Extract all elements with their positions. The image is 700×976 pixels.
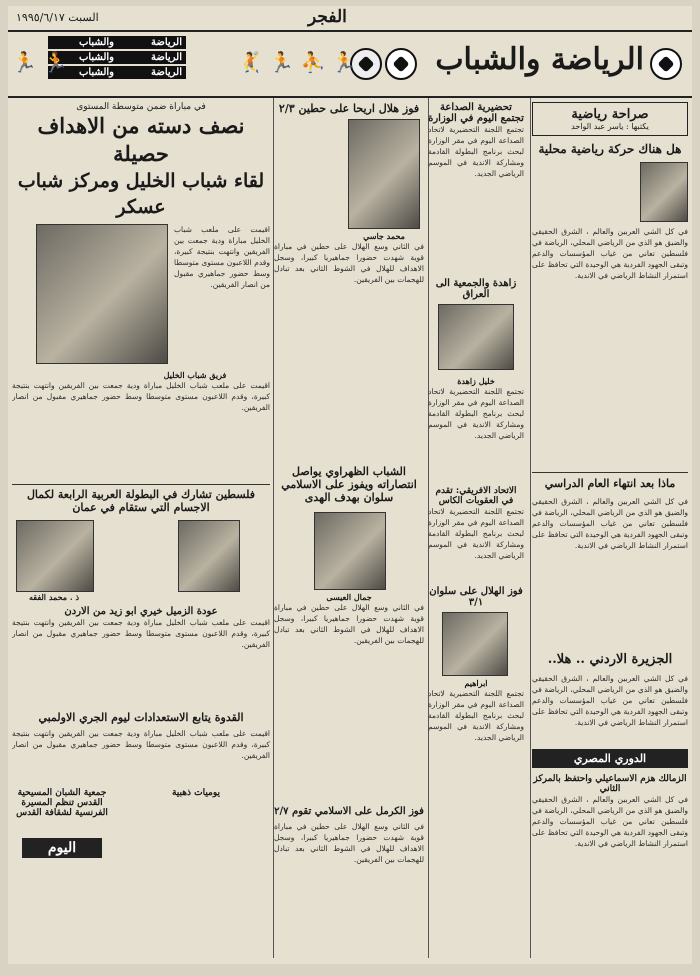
newspaper-logo: الفجر	[308, 7, 347, 27]
issue-date: السبت ١٩٩٥/٦/١٧	[16, 11, 99, 24]
hilal-headline: فوز الهلال على سلوان ٣/١	[429, 586, 523, 608]
opinion-box	[532, 102, 688, 136]
article-body: تجتمع اللجنة التحضيرية لاتحاد الصداعة اليوم في مقر الوزارة لبحث برنامج البطولة القادمة ومشاركة الاندية في الموسم الرياضي الجديد.	[428, 507, 524, 560]
main-headline-2: لقاء شباب الخليل ومركز شباب عسكر	[17, 170, 265, 218]
article-body: في الثاني وسع الهلال على حطين في مباراة قوية شهدت حضورا جماهيريا كبيرا، وسجل الاهداف للهلال في الشوط الثاني بعد تبادل للهجمات بين الفريقين.	[274, 603, 424, 645]
article-body: تجتمع اللجنة التحضيرية لاتحاد الصداعة اليوم في مقر الوزارة لبحث برنامج البطولة القادمة ومشاركة الاندية في الموسم الرياضي الجديد.	[428, 689, 524, 742]
column-right	[532, 102, 688, 914]
newspaper-page	[8, 6, 692, 964]
person-photo	[178, 520, 240, 592]
return-headline: عودة الزميل خيري ابو زيد من الاردن	[64, 606, 218, 617]
headline: فوز هلال اريحا على حطين ٢/٣	[278, 102, 420, 115]
person-photo	[16, 520, 94, 592]
article-body: اقيمت على ملعب شباب الخليل مباراة ودية جمعت بين الفريقين وانتهت بنتيجة كبيرة، وقدم اللاعبون مستوى متوسطا وسط حضور جماهيري مقبول من انصار الفريقين.	[12, 729, 270, 760]
column-rule	[530, 98, 531, 958]
article-body: اقيمت على ملعب شباب الخليل مباراة ودية جمعت بين الفريقين وانتهت بنتيجة كبيرة، وقدم اللاعبون مستوى متوسطا وسط حضور جماهيري مقبول من انصار الفريقين.	[12, 618, 270, 649]
article-body: في كل الشي العربين والعالم ، الشرق الحقيقي والضيق هو الذي من الرياضي المحلي، الرياضة في فلسطين تعاني من غياب المؤسسات والدعم وتبقى الجهود الفردية هي الوحيدة التي تحافظ على استمرار النشاط الرياضي في الاندية.	[532, 227, 688, 280]
player-photo	[442, 612, 508, 676]
article-body: تجتمع اللجنة التحضيرية لاتحاد الصداعة اليوم في مقر الوزارة لبحث برنامج البطولة القادمة ومشاركة الاندية في الموسم الرياضي الجديد.	[428, 125, 524, 178]
headline: فوز الكرمل على الاسلامي تقوم ٢/٧	[274, 806, 424, 817]
section-title: الرياضة والشباب	[435, 42, 644, 77]
article-body: في كل الشي العربين والعالم ، الشرق الحقيقي والضيق هو الذي من الرياضي المحلي، الرياضة في فلسطين تعاني من غياب المؤسسات والدعم وتبقى الجهود الفردية هي الوحيدة التي تحافظ على استمرار النشاط الرياضي في الاندية.	[532, 795, 688, 848]
photo-caption: جمال العيسى	[326, 592, 372, 602]
athletes-illustration: 🏃 🏃	[12, 50, 69, 74]
author-photo	[640, 162, 688, 222]
athletes-illustration: 🏃 ⛹ 🏃 🤾	[238, 50, 357, 74]
headline: هل هناك حركة رياضية محلية	[538, 142, 682, 156]
cup-headline: الاتحاد الافريقي: تقدم في العقوبات الكاس	[435, 486, 517, 506]
headline: الشباب الظهراوي يواصل انتصاراته ويفوز على الاسلامي سلوان بهدف الهدى	[281, 465, 417, 504]
stats-headline: يوميات ذهبية	[171, 788, 221, 798]
opinion-title: صراحة رياضية	[571, 107, 649, 122]
jordan-headline: الجزيرة الاردني .. هلا..	[547, 652, 673, 667]
section-banner	[8, 32, 692, 98]
egypt-league-label: الدوري المصري	[532, 749, 688, 768]
article-body: في كل الشي العربين والعالم ، الشرق الحقيقي والضيق هو الذي من الرياضي المحلي، الرياضة في فلسطين تعاني من غياب المؤسسات والدعم وتبقى الجهود الفردية هي الوحيدة التي تحافظ على استمرار النشاط الرياضي في الاندية.	[532, 674, 688, 727]
tag: الرياضة	[116, 36, 186, 49]
youth-headline: جمعية الشبان المسيحية القدس تنظم المسيرة الفرنسية لشقافة القدس	[16, 788, 108, 818]
team-photo	[36, 224, 168, 364]
article-body: تجتمع اللجنة التحضيرية لاتحاد الصداعة اليوم في مقر الوزارة لبحث برنامج البطولة القادمة ومشاركة الاندية في الموسم الرياضي الجديد.	[428, 387, 524, 440]
masthead	[8, 6, 692, 32]
photo-caption: فريق شباب الخليل	[163, 370, 227, 380]
bodybuilding-headline: فلسطين تشارك في البطولة العربية الرابعة لكمال الاجسام التي ستقام في عمان	[12, 484, 270, 514]
photo-caption: ابراهيم	[464, 678, 488, 688]
headline: تحضيرية الصداعة تجتمع اليوم في الوزارة	[428, 102, 524, 124]
tag: الرياضة	[116, 51, 186, 64]
tag: والشباب	[48, 66, 118, 79]
tag: والشباب	[48, 51, 118, 64]
photo-caption: ذ . محمد الفقه	[28, 592, 80, 602]
kicker: في مباراة ضمن متوسطة المستوى	[76, 102, 206, 112]
football-icon	[385, 48, 417, 80]
photo-caption: خليل زاهدة	[457, 376, 495, 386]
football-icon	[650, 48, 682, 80]
column-2	[428, 102, 524, 828]
player-photo	[438, 304, 514, 370]
olympic-headline: القدوة يتابع الاستعدادات ليوم الجري الاولمبي	[38, 711, 244, 724]
article-body: في الثاني وسع الهلال على حطين في مباراة قوية شهدت حضورا جماهيريا كبيرا، وسجل الاهداف للهلال في الشوط الثاني بعد تبادل للهجمات بين الفريقين.	[274, 822, 424, 864]
iraq-headline: زاهدة والجمعية الى العراق	[435, 278, 517, 300]
column-3	[274, 102, 424, 911]
article-body: اقيمت على ملعب شباب الخليل مباراة ودية جمعت بين الفريقين وانتهت بنتيجة كبيرة، وقدم اللاعبون مستوى متوسطا وسط حضور جماهيري مقبول من انصار الفريقين.	[174, 225, 270, 289]
main-headline: نصف دسته من الاهداف حصيلة	[37, 113, 245, 166]
sub-headline: ماذا بعد انتهاء العام الدراسي	[532, 472, 688, 490]
tag: الرياضة	[116, 66, 186, 79]
today-label: اليوم	[22, 838, 102, 858]
opinion-byline: يكتبها : ياسر عبد الواحد	[571, 122, 649, 131]
photo-caption: محمد جاسي	[363, 231, 405, 241]
player-photo	[314, 512, 386, 590]
column-left	[12, 102, 270, 868]
tag: والشباب	[48, 36, 118, 49]
egypt-headline: الزمالك هزم الاسماعيلي واحتفظ بالمركز الثاني	[533, 774, 687, 794]
article-body: في الثاني وسع الهلال على حطين في مباراة قوية شهدت حضورا جماهيريا كبيرا، وسجل الاهداف للهلال في الشوط الثاني بعد تبادل للهجمات بين الفريقين.	[274, 242, 424, 284]
article-body: اقيمت على ملعب شباب الخليل مباراة ودية جمعت بين الفريقين وانتهت بنتيجة كبيرة، وقدم اللاعبون مستوى متوسطا وسط حضور جماهيري مقبول من انصار الفريقين.	[12, 381, 270, 412]
banner-tags	[116, 36, 186, 81]
player-photo	[348, 119, 420, 229]
article-body: في كل الشي العربين والعالم ، الشرق الحقيقي والضيق هو الذي من الرياضي المحلي، الرياضة في فلسطين تعاني من غياب المؤسسات والدعم وتبقى الجهود الفردية هي الوحيدة التي تحافظ على استمرار النشاط الرياضي في الاندية.	[532, 497, 688, 550]
